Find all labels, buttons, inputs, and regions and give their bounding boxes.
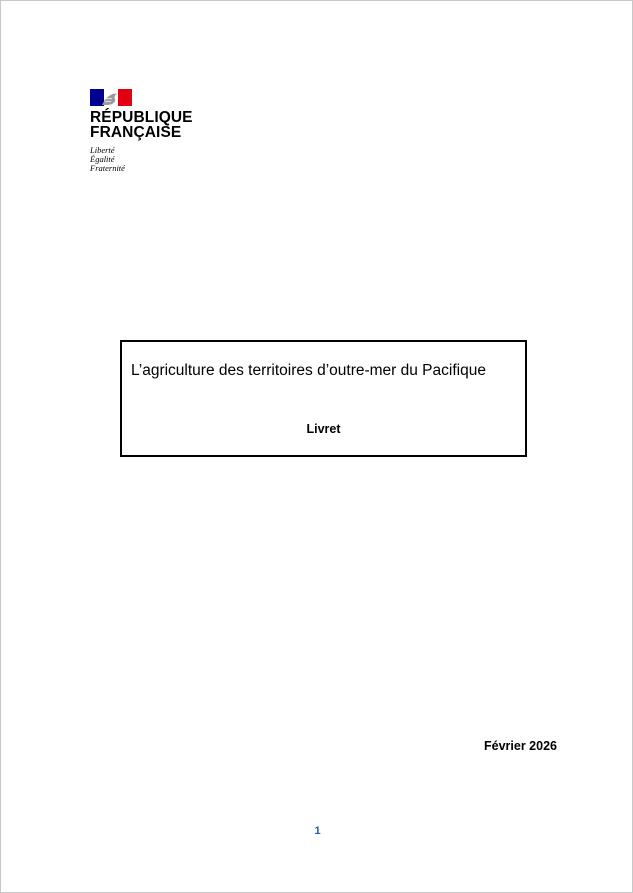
logo-motto: [90, 146, 200, 173]
motto-fraternite: Fraternité: [90, 163, 125, 173]
document-title: L’agriculture des territoires d’outre-mer du Pacifique: [131, 362, 486, 379]
logo-title-line2: FRANÇAISE: [90, 124, 182, 141]
document-date: Février 2026: [484, 739, 557, 753]
document-subtitle: Livret: [306, 422, 341, 436]
page-number: 1: [314, 825, 321, 837]
title-box: [120, 340, 527, 457]
logo-wordmark: [90, 110, 200, 140]
motto-egalite: Égalité: [90, 154, 115, 164]
motto-liberte: Liberté: [90, 145, 115, 155]
republique-francaise-logo: [90, 89, 200, 173]
logo-title-line1: RÉPUBLIQUE: [90, 109, 193, 126]
marianne-flag-icon: [90, 89, 132, 106]
